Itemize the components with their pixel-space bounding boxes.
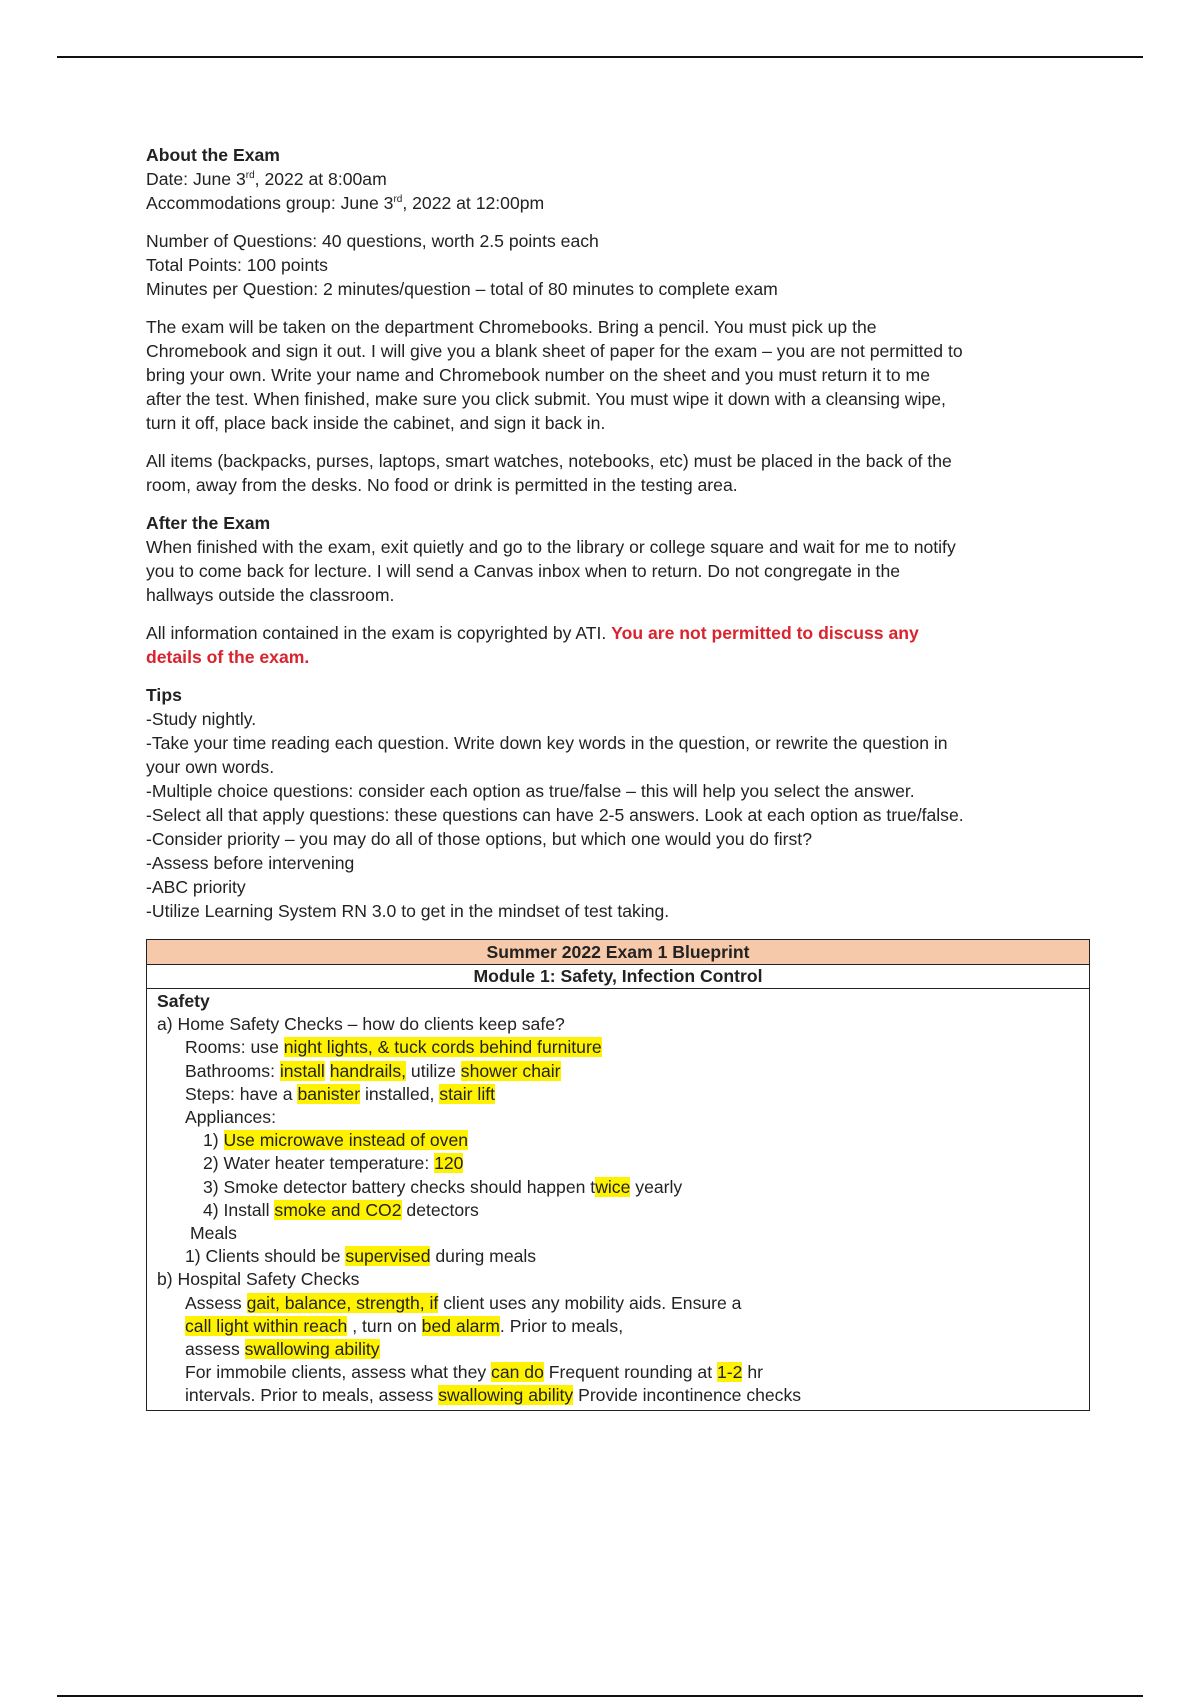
highlight: bed alarm [421, 1315, 500, 1336]
highlight: night lights, & tuck cords behind furniture [283, 1037, 602, 1058]
accommodations-date [146, 191, 1096, 215]
paragraph-line: When finished with the exam, exit quietly and go to the library or college square and wait for me to notify [146, 537, 956, 557]
highlight: shower chair [460, 1060, 561, 1081]
line-text: intervals. Prior to meals, assess [185, 1385, 439, 1406]
line-text: utilize [406, 1060, 461, 1081]
tip-item: -Utilize Learning System RN 3.0 to get in the mindset of test taking. [146, 901, 670, 921]
line-text: . Prior to meals, [499, 1315, 624, 1336]
after-heading: After the Exam [146, 513, 271, 533]
paragraph-line: The exam will be taken on the department Chromebooks. Bring a pencil. You must pick up the [146, 317, 877, 337]
bottom-rule [57, 1695, 1143, 1697]
section-heading: Safety [157, 991, 210, 1011]
copyright-text: All information contained in the exam is copyrighted by ATI. [146, 623, 612, 643]
highlight: swallowing ability [438, 1385, 574, 1406]
line-text: Assess [185, 1292, 247, 1313]
line-text: 2) Water heater temperature: [203, 1153, 435, 1174]
highlight: swallowing ability [244, 1339, 380, 1360]
minutes-per-question: Minutes per Question: 2 minutes/question – total of 80 minutes to complete exam [146, 279, 778, 299]
tip-item: -Assess before intervening [146, 853, 355, 873]
appliance-item [157, 1152, 1079, 1175]
paragraph-line: room, away from the desks. No food or drink is permitted in the testing area. [146, 475, 738, 495]
highlight: Use microwave instead of oven [223, 1130, 469, 1151]
blueprint-module: Module 1: Safety, Infection Control [147, 965, 1090, 989]
line-text: 1) [203, 1130, 224, 1151]
line-text: yearly [630, 1176, 683, 1197]
document-body [146, 143, 1096, 1411]
exam-date-time: , 2022 at 8:00am [254, 169, 387, 189]
home-safety-heading: a) Home Safety Checks – how do clients keep safe? [157, 1014, 565, 1035]
line-text: Steps: have a [185, 1083, 298, 1104]
highlight: stair lift [439, 1083, 496, 1104]
meals-heading: Meals [190, 1223, 237, 1244]
exam-date-sup: rd [245, 170, 255, 182]
highlight: wice [595, 1176, 631, 1197]
warning-text: You are not permitted to discuss any [611, 623, 919, 643]
warning-text-cont: details of the exam. [146, 647, 310, 667]
paragraph-line: turn it off, place back inside the cabinet, and sign it back in. [146, 413, 606, 433]
blueprint-table [146, 939, 1090, 1411]
line-text: installed, [360, 1083, 440, 1104]
highlight: install [279, 1060, 325, 1081]
highlight: call light within reach [185, 1315, 348, 1336]
tip-item: -Select all that apply questions: these questions can have 2-5 answers. Look at each option as true/false. [146, 805, 964, 825]
line-text: 1) Clients should be [185, 1246, 346, 1267]
tips-list [146, 707, 1096, 923]
intervals-line [157, 1384, 1079, 1407]
assess-line [157, 1292, 1079, 1315]
exam-date-text: Date: June 3 [146, 169, 246, 189]
highlight: smoke and CO2 [274, 1199, 402, 1220]
highlight: gait, balance, strength, if [246, 1292, 439, 1313]
tip-item: -Multiple choice questions: consider each option as true/false – this will help you select the answer. [146, 781, 915, 801]
appliance-item [157, 1129, 1079, 1152]
paragraph-line: bring your own. Write your name and Chromebook number on the sheet and you must return it to me [146, 365, 930, 385]
after-paragraph [146, 535, 1096, 607]
call-light-line [157, 1315, 1079, 1338]
tips-heading: Tips [146, 685, 182, 705]
highlight: can do [491, 1362, 544, 1383]
highlight: supervised [345, 1246, 431, 1267]
paragraph-line: you to come back for lecture. I will send a Canvas inbox when to return. Do not congregate in the [146, 561, 901, 581]
accom-date-time: , 2022 at 12:00pm [402, 193, 545, 213]
line-text: 3) Smoke detector battery checks should happen t [203, 1176, 596, 1197]
highlight: banister [297, 1083, 361, 1104]
total-points: Total Points: 100 points [146, 255, 328, 275]
line-text: , turn on [347, 1315, 422, 1336]
paragraph-line: after the test. When finished, make sure you click submit. You must wipe it down with a cleansing wipe, [146, 389, 946, 409]
rooms-line [157, 1036, 1079, 1059]
line-text: client uses any mobility aids. Ensure a [438, 1292, 742, 1313]
hospital-safety-heading: b) Hospital Safety Checks [157, 1269, 360, 1290]
tip-item: -ABC priority [146, 877, 246, 897]
swallow-line [157, 1338, 1079, 1361]
steps-line [157, 1083, 1079, 1106]
copyright-notice [146, 621, 1096, 645]
bathrooms-line [157, 1060, 1079, 1083]
line-text: 4) Install [203, 1199, 275, 1220]
paragraph-line: All items (backpacks, purses, laptops, smart watches, notebooks, etc) must be placed in the back of the [146, 451, 952, 471]
top-rule [57, 56, 1143, 58]
highlight: handrails, [329, 1060, 407, 1081]
appliance-item [157, 1176, 1079, 1199]
paragraph-line: Chromebook and sign it out. I will give you a blank sheet of paper for the exam – you are not permitted to [146, 341, 963, 361]
accom-date-text: Accommodations group: June 3 [146, 193, 394, 213]
appliances-heading: Appliances: [185, 1107, 276, 1128]
blueprint-body [147, 989, 1090, 1411]
line-text: Provide incontinence checks [573, 1385, 802, 1406]
line-text: Bathrooms: [185, 1060, 280, 1081]
tip-item: -Take your time reading each question. Write down key words in the question, or rewrite the question in [146, 733, 948, 753]
about-heading: About the Exam [146, 145, 280, 165]
tip-item: -Consider priority – you may do all of those options, but which one would you do first? [146, 829, 812, 849]
line-text: assess [185, 1339, 245, 1360]
line-text: Frequent rounding at [543, 1362, 717, 1383]
tip-item: -Study nightly. [146, 709, 257, 729]
blueprint-title: Summer 2022 Exam 1 Blueprint [147, 940, 1090, 965]
exam-procedure-paragraph [146, 315, 1096, 435]
line-text: detectors [401, 1199, 479, 1220]
tip-item: your own words. [146, 757, 275, 777]
line-text: hr [742, 1362, 763, 1383]
paragraph-line: hallways outside the classroom. [146, 585, 395, 605]
line-text: For immobile clients, assess what they [185, 1362, 492, 1383]
accom-date-sup: rd [393, 194, 403, 206]
appliance-item [157, 1199, 1079, 1222]
meals-item [157, 1245, 1079, 1268]
line-text [325, 1061, 330, 1081]
question-count: Number of Questions: 40 questions, worth 2.5 points each [146, 231, 599, 251]
highlight: 1-2 [717, 1362, 743, 1383]
exam-date [146, 167, 1096, 191]
immobile-line [157, 1361, 1079, 1384]
highlight: 120 [434, 1153, 464, 1174]
line-text: Rooms: use [185, 1037, 284, 1058]
items-paragraph [146, 449, 1096, 497]
line-text: during meals [430, 1246, 537, 1267]
